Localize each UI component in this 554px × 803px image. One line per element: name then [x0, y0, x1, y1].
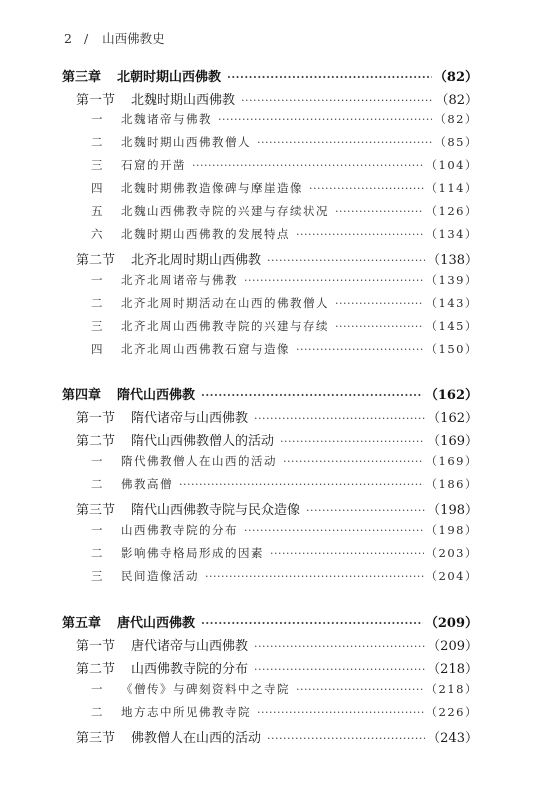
toc-entry-label: [91, 476, 173, 492]
toc-entry-title: 佛教僧人在山西的活动: [131, 731, 262, 746]
toc-entry-number: 一: [91, 523, 104, 537]
toc-entry-number: 二: [91, 135, 104, 149]
dot-leader: [267, 732, 425, 745]
toc-entry-page: （104）: [425, 158, 478, 172]
toc-subsection-entry: [91, 157, 478, 173]
toc-entry-label: [91, 203, 329, 219]
dot-leader: [257, 136, 432, 149]
toc-section-entry: [76, 658, 478, 677]
toc-subsection-entry: [91, 522, 478, 538]
toc-entry-title: 北齐北周诸帝与佛教: [121, 273, 238, 287]
book-title: 山西佛教史: [102, 31, 165, 46]
toc-entry-page: （209）: [427, 639, 478, 654]
toc-entry-number: 第五章: [62, 616, 102, 631]
toc-entry-number: 二: [91, 705, 104, 719]
toc-entry-page: （209）: [424, 616, 478, 631]
dot-leader: [244, 274, 424, 287]
dot-leader: [267, 254, 425, 267]
dot-leader: [205, 570, 424, 583]
toc-entry-page: （204）: [425, 569, 478, 583]
toc-entry-page: （198）: [425, 523, 478, 537]
toc-entry-title: 北齐北周时期活动在山西的佛教僧人: [121, 296, 329, 310]
toc-entry-page: （126）: [425, 204, 478, 218]
dot-leader: [254, 640, 425, 653]
toc-entry-page: （114）: [425, 181, 478, 195]
toc-entry-title: 北魏时期佛教造像碑与摩崖造像: [121, 181, 303, 195]
toc-section-entry: [76, 430, 478, 449]
toc-entry-title: 山西佛教寺院的分布: [131, 662, 249, 677]
toc-entry-title: 北齐北周时期山西佛教: [131, 253, 262, 268]
toc-entry-label: [91, 272, 238, 288]
toc-entry-title: 石窟的开凿: [121, 158, 186, 172]
toc-entry-title: 民间造像活动: [121, 569, 199, 583]
toc-entry-title: 地方志中所见佛教寺院: [121, 705, 251, 719]
toc-entry-title: 北齐北周山西佛教石窟与造像: [121, 342, 290, 356]
dot-leader: [192, 159, 424, 172]
toc-entry-label: [91, 522, 238, 538]
toc-entry-label: [76, 249, 261, 268]
toc-entry-title: 隋代佛教僧人在山西的活动: [121, 454, 277, 468]
dot-leader: [201, 617, 423, 630]
toc-section-entry: [76, 249, 478, 268]
toc-entry-label: [91, 157, 186, 173]
toc-entry-page: （162）: [427, 411, 478, 426]
toc-entry-label: [91, 341, 290, 357]
toc-entry-label: [91, 111, 212, 127]
toc-subsection-entry: [91, 476, 478, 492]
toc-entry-label: [91, 568, 199, 584]
toc-entry-label: [76, 635, 248, 654]
toc-entry-label: [91, 180, 303, 196]
toc-entry-number: 第一节: [76, 639, 116, 654]
toc-entry-label: [91, 295, 329, 311]
toc-section-entry: [76, 499, 478, 518]
toc-entry-label: [91, 226, 290, 242]
toc-entry-page: （150）: [425, 342, 478, 356]
toc-entry-page: （186）: [425, 477, 478, 491]
dot-leader: [254, 663, 425, 676]
toc-subsection-entry: [91, 341, 478, 357]
dot-leader: [309, 182, 424, 195]
toc-entry-label: [62, 66, 221, 85]
toc-entry-page: （82）: [435, 93, 478, 108]
toc-entry-page: （134）: [425, 227, 478, 241]
dot-leader: [218, 113, 432, 126]
toc-entry-number: 三: [91, 319, 104, 333]
toc-entry-title: 《僧传》与碑刻资料中之寺院: [121, 682, 290, 696]
toc-entry-title: 北朝时期山西佛教: [117, 70, 222, 85]
toc-entry-number: 第一节: [76, 411, 116, 426]
toc-entry-page: （218）: [427, 662, 478, 677]
page-header: [64, 29, 165, 47]
toc-entry-number: 第二节: [76, 434, 116, 449]
toc-entry-title: 隋代山西佛教寺院与民众造像: [131, 503, 301, 518]
dot-leader: [227, 71, 432, 84]
toc-entry-label: [76, 727, 261, 746]
toc-entry-label: [76, 658, 248, 677]
toc-entry-label: [62, 612, 195, 631]
toc-subsection-entry: [91, 704, 478, 720]
toc-entry-title: 山西佛教寺院的分布: [121, 523, 238, 537]
toc-entry-title: 北魏时期山西佛教的发展特点: [121, 227, 290, 241]
toc-entry-page: （162）: [424, 388, 478, 403]
toc-entry-number: 第三节: [76, 731, 116, 746]
toc-entry-number: 一: [91, 112, 104, 126]
toc-entry-title: 佛教高僧: [121, 477, 173, 491]
toc-entry-number: 一: [91, 273, 104, 287]
toc-entry-page: （169）: [427, 434, 478, 449]
toc-entry-page: （218）: [425, 682, 478, 696]
toc-entry-page: （138）: [427, 253, 478, 268]
toc-entry-page: （243）: [427, 731, 478, 746]
dot-leader: [296, 228, 424, 241]
toc-chapter-entry: [62, 384, 478, 403]
toc-entry-title: 影响佛寺格局形成的因素: [121, 546, 264, 560]
dot-leader: [296, 683, 424, 696]
header-separator: /: [83, 31, 89, 46]
dot-leader: [257, 706, 424, 719]
dot-leader: [283, 455, 424, 468]
toc-entry-title: 唐代诸帝与山西佛教: [131, 639, 249, 654]
toc-subsection-entry: [91, 295, 478, 311]
toc-entry-label: [91, 545, 264, 561]
toc-entry-number: 六: [91, 227, 104, 241]
toc-section-entry: [76, 407, 478, 426]
toc-entry-title: 隋代山西佛教僧人的活动: [131, 434, 275, 449]
toc-entry-number: 第三节: [76, 503, 116, 518]
toc-entry-page: （226）: [425, 705, 478, 719]
toc-entry-label: [91, 453, 277, 469]
toc-entry-page: （145）: [425, 319, 478, 333]
toc-entry-title: 北魏诸帝与佛教: [121, 112, 212, 126]
toc-entry-number: 第四章: [62, 388, 102, 403]
page-number: 2: [64, 31, 72, 46]
toc-subsection-entry: [91, 111, 478, 127]
toc-entry-number: 二: [91, 296, 104, 310]
toc-entry-number: 第二节: [76, 662, 116, 677]
toc-entry-number: 二: [91, 546, 104, 560]
toc-entry-number: 三: [91, 569, 104, 583]
dot-leader: [306, 504, 425, 517]
toc-entry-number: 第二节: [76, 253, 116, 268]
toc-entry-label: [76, 407, 248, 426]
dot-leader: [296, 343, 424, 356]
toc-entry-title: 唐代山西佛教: [117, 616, 196, 631]
toc-entry-number: 三: [91, 158, 104, 172]
toc-entry-number: 一: [91, 682, 104, 696]
toc-subsection-entry: [91, 226, 478, 242]
dot-leader: [244, 524, 424, 537]
dot-leader: [241, 94, 433, 107]
toc-entry-page: （169）: [425, 454, 478, 468]
toc-subsection-entry: [91, 453, 478, 469]
toc-subsection-entry: [91, 681, 478, 697]
toc-chapter-entry: [62, 66, 478, 85]
toc-entry-title: 北魏时期山西佛教僧人: [121, 135, 251, 149]
toc-subsection-entry: [91, 318, 478, 334]
toc-subsection-entry: [91, 272, 478, 288]
toc-entry-page: （143）: [425, 296, 478, 310]
toc-entry-number: 第一节: [76, 93, 116, 108]
toc-chapter-entry: [62, 612, 478, 631]
toc-section-entry: [76, 635, 478, 654]
toc-entry-label: [62, 384, 195, 403]
toc-entry-label: [76, 499, 300, 518]
toc-entry-label: [91, 681, 290, 697]
toc-subsection-entry: [91, 180, 478, 196]
dot-leader: [335, 297, 424, 310]
toc-subsection-entry: [91, 134, 478, 150]
dot-leader: [335, 205, 424, 218]
toc-section-entry: [76, 727, 478, 746]
toc-section-entry: [76, 89, 478, 108]
toc-subsection-entry: [91, 545, 478, 561]
toc-entry-page: （198）: [427, 503, 478, 518]
toc-entry-title: 隋代诸帝与山西佛教: [131, 411, 249, 426]
toc-entry-number: 四: [91, 342, 104, 356]
toc-entry-title: 北魏时期山西佛教: [131, 93, 236, 108]
toc-entry-label: [91, 318, 329, 334]
toc-entry-title: 北齐北周山西佛教寺院的兴建与存续: [121, 319, 329, 333]
toc-entry-label: [76, 89, 235, 108]
dot-leader: [254, 412, 425, 425]
dot-leader: [270, 547, 424, 560]
toc-entry-page: （139）: [425, 273, 478, 287]
toc-entry-number: 四: [91, 181, 104, 195]
toc-entry-page: （82）: [434, 112, 478, 126]
toc-entry-number: 一: [91, 454, 104, 468]
toc-entry-page: （82）: [433, 70, 478, 85]
dot-leader: [179, 478, 424, 491]
toc-subsection-entry: [91, 203, 478, 219]
dot-leader: [201, 389, 423, 402]
toc-entry-title: 北魏山西佛教寺院的兴建与存续状况: [121, 204, 329, 218]
toc-entry-label: [76, 430, 274, 449]
dot-leader: [280, 435, 425, 448]
dot-leader: [335, 320, 424, 333]
toc-entry-number: 五: [91, 204, 104, 218]
toc-entry-page: （203）: [425, 546, 478, 560]
toc-entry-label: [91, 704, 251, 720]
toc-entry-label: [91, 134, 251, 150]
toc-subsection-entry: [91, 568, 478, 584]
toc-entry-number: 二: [91, 477, 104, 491]
toc-entry-number: 第三章: [62, 70, 102, 85]
toc-entry-page: （85）: [434, 135, 478, 149]
toc-entry-title: 隋代山西佛教: [117, 388, 196, 403]
